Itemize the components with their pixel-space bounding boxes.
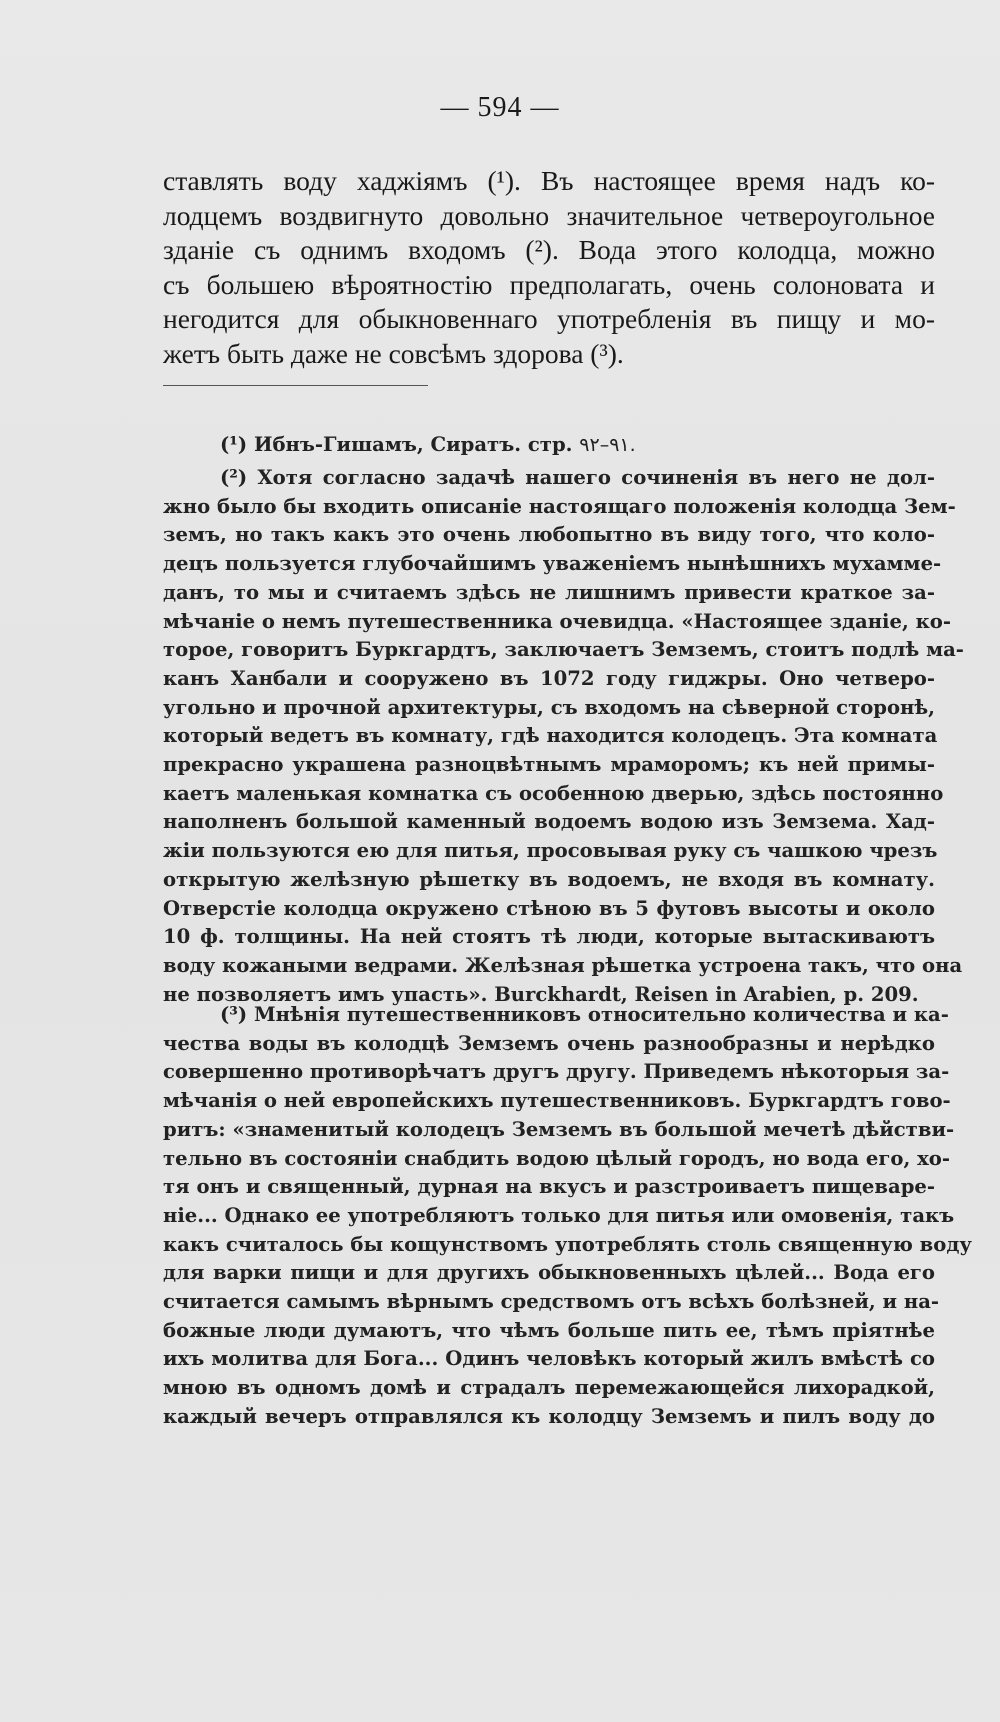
- footnote-line: (²) Хотя согласно задачѣ нашего сочиненія въ него не дол-: [220, 466, 935, 489]
- main-text-line: съ большею вѣроятностію предполагать, очень солоновата и: [163, 268, 935, 300]
- footnote-line: ихъ молитва для Бога... Одинъ человѣкъ который жилъ вмѣстѣ со: [163, 1347, 935, 1371]
- footnote-line: мѣчанія о ней европейскихъ путешественниковъ. Буркгардтъ гово-: [163, 1089, 951, 1113]
- footnote-line: мною въ одномъ домѣ и страдалъ перемежающейся лихорадкой,: [163, 1376, 935, 1400]
- footnote-separator: [163, 385, 428, 386]
- footnote-line: прекрасно украшена разноцвѣтнымъ мраморомъ; къ ней примы-: [163, 753, 935, 777]
- main-text-line: лодцемъ воздвигнуто довольно значительное четвероугольное: [163, 199, 935, 231]
- main-text-line: ставлять воду хаджіямъ (¹). Въ настоящее время надъ ко-: [163, 165, 935, 196]
- footnote-line: каетъ маленькая комнатка съ особенною дверью, здѣсь постоянно: [163, 781, 944, 805]
- footnote-line: [163, 431, 935, 460]
- footnote-2: [163, 464, 964, 1009]
- footnote-line: жно было бы входить описаніе настоящаго положенія колодца Зем-: [163, 494, 956, 518]
- main-text-line: зданіе съ однимъ входомъ (²). Вода этого колодца, можно: [163, 234, 935, 266]
- footnote-3: [163, 1001, 972, 1432]
- footnote-line: не позволяетъ имъ упасть». Burckhardt, Reisen in Arabien, p. 209.: [163, 982, 919, 1006]
- footnote-line: совершенно противорѣчатъ другъ другу. Приведемъ нѣкоторыя за-: [163, 1060, 950, 1084]
- footnote-line: данъ, то мы и считаемъ здѣсь не лишнимъ привести краткое за-: [163, 580, 935, 604]
- main-text-line: жетъ быть даже не совсѣмъ здорова (³).: [163, 337, 624, 369]
- footnote-line: для варки пищи и для другихъ обыкновенныхъ цѣлей... Вода его: [163, 1261, 935, 1285]
- footnote-line: жіи пользуются ею для питья, просовывая руку съ чашкою чрезъ: [163, 839, 938, 863]
- footnote-line: какъ считалось бы кощунствомъ употреблять столь священную воду: [163, 1232, 972, 1256]
- footnote-1: [163, 431, 935, 460]
- footnote-line: открытую желѣзную рѣшетку въ водоемъ, не входя въ комнату.: [163, 867, 935, 891]
- footnote-line: угольно и прочной архитектуры, съ входомъ на сѣверной сторонѣ,: [163, 695, 935, 719]
- footnote-line: наполненъ большой каменный водоемъ водою изъ Земзема. Хад-: [163, 810, 935, 834]
- footnote-line: чества воды въ колодцѣ Земземъ очень разнообразны и нерѣдко: [163, 1031, 935, 1055]
- footnote-line: (³) Мнѣнія путешественниковъ относительно количества и ка-: [220, 1003, 949, 1026]
- footnote-line: торое, говоритъ Буркгардтъ, заключаетъ Земземъ, стоитъ подлѣ ма-: [163, 638, 964, 662]
- footnote-1-pages: ٩١–٩٢.: [579, 434, 636, 456]
- footnote-line: децъ пользуется глубочайшимъ уваженіемъ нынѣшнихъ мухамме-: [163, 552, 942, 576]
- main-text: [163, 164, 935, 372]
- footnote-line: божные люди думаютъ, что чѣмъ больше пить ее, тѣмъ пріятнѣе: [163, 1318, 935, 1342]
- footnote-line: 10 ф. толщины. На ней стоятъ тѣ люди, которые вытаскиваютъ: [163, 925, 935, 949]
- footnote-line: канъ Ханбали и сооружено въ 1072 году гиджры. Оно четверо-: [163, 666, 935, 690]
- page-number: — 594 —: [440, 92, 560, 123]
- footnote-line: ритъ: «знаменитый колодецъ Земземъ въ большой мечетѣ дѣйстви-: [163, 1117, 955, 1141]
- footnote-line: каждый вечеръ отправлялся къ колодцу Земземъ и пилъ воду до: [163, 1404, 935, 1428]
- main-text-line: негодится для обыкновеннаго употребленія въ пищу и мо-: [163, 303, 935, 335]
- footnote-line: ніе... Однако ее употребляютъ только для питья или омовенія, такъ: [163, 1203, 955, 1227]
- footnote-line: мѣчаніе о немъ путешественника очевидца. «Настоящее зданіе, ко-: [163, 609, 951, 633]
- footnote-line: земъ, но такъ какъ это очень любопытно въ виду того, что коло-: [163, 523, 935, 547]
- footnote-line: тельно въ состояніи снабдить водою цѣлый городъ, но вода его, хо-: [163, 1146, 950, 1170]
- footnote-line: Отверстіе колодца окружено стѣною въ 5 футовъ высоты и около: [163, 896, 935, 920]
- footnote-line: считается самымъ вѣрнымъ средствомъ отъ всѣхъ болѣзней, и на-: [163, 1290, 940, 1314]
- footnote-line: тя онъ и священный, дурная на вкусъ и разстроиваетъ пищеваре-: [163, 1175, 935, 1199]
- footnote-line: который ведетъ въ комнату, гдѣ находится колодецъ. Эта комната: [163, 724, 938, 748]
- footnote-1-text: (¹) Ибнъ-Гишамъ, Сиратъ. стр.: [220, 433, 573, 456]
- footnote-line: воду кожаными ведрами. Желѣзная рѣшетка устроена такъ, что она: [163, 953, 963, 977]
